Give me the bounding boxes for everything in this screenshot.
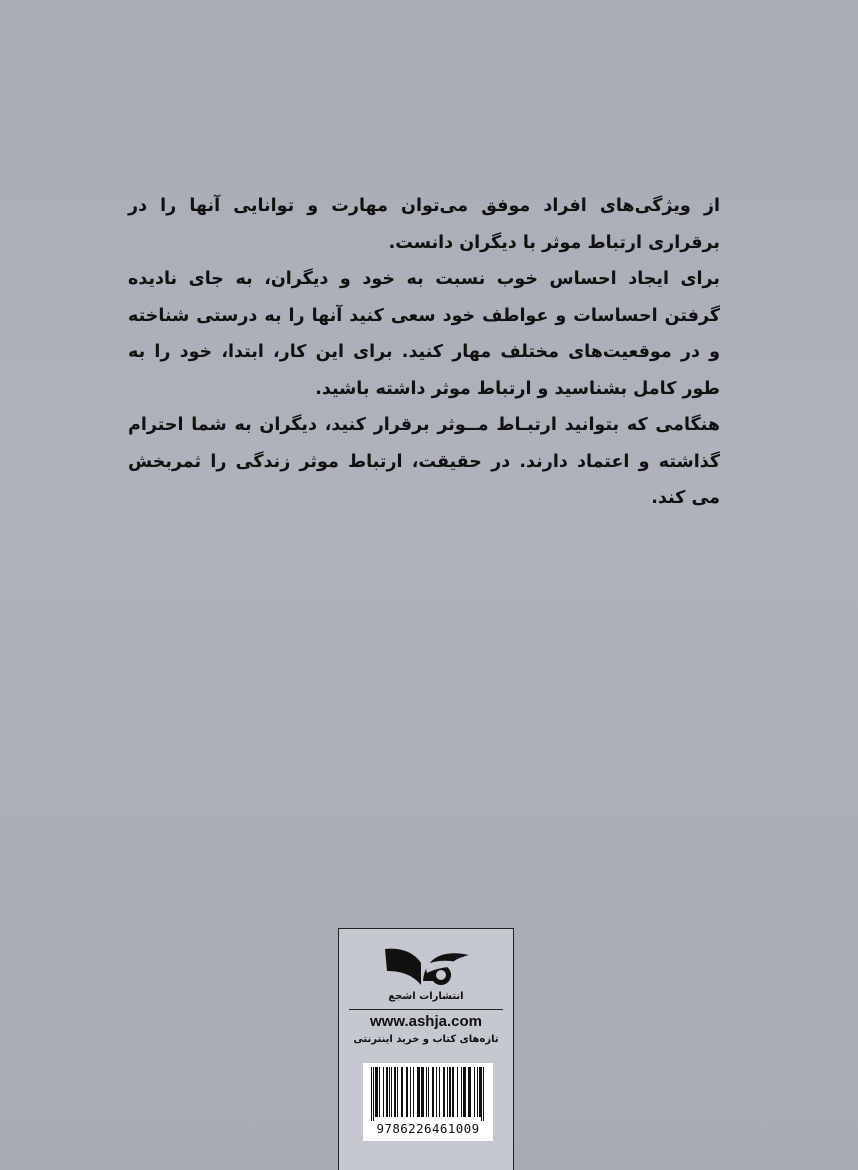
publisher-divider xyxy=(349,1009,503,1010)
isbn-number: 9786226461009 xyxy=(376,1121,480,1136)
publisher-tagline: تازه‌های کتاب و خرید اینترنتی xyxy=(353,1034,499,1045)
publisher-website: www.ashja.com xyxy=(370,1013,482,1030)
isbn-barcode xyxy=(363,1063,493,1141)
publisher-name: انتشارات اشجع xyxy=(388,991,464,1002)
blurb-paragraph-2: برای ایجاد احساس خوب نسبت به خود و دیگران، به جای نادیده گرفتن احساسات و عواطف خود سعی کنید آنها را به درستی شناخته و در موقعیت‌های مختلف مهار کنید. برای این کار، ابتدا، خود را به طور کامل بشناسید و ارتباط موثر داشته باشید. xyxy=(128,269,720,399)
ashja-logo-icon xyxy=(381,941,473,991)
blurb-paragraph-3: هنگامی که بتوانید ارتبـاط مــوثر برقرار کنید، دیگران به شما احترام گذاشته و اعتماد دارند. در حقیقت، ارتباط موثر زندگی را ثمربخش می کند. xyxy=(128,415,720,508)
blurb-paragraph-1: از ویژگی‌های افراد موفق می‌توان مهارت و توانایی آنها را در برقراری ارتباط موثر با دیگران دانست. xyxy=(128,196,720,253)
back-cover-blurb xyxy=(128,188,720,517)
publisher-box xyxy=(338,928,514,1170)
barcode-bars xyxy=(369,1067,487,1121)
